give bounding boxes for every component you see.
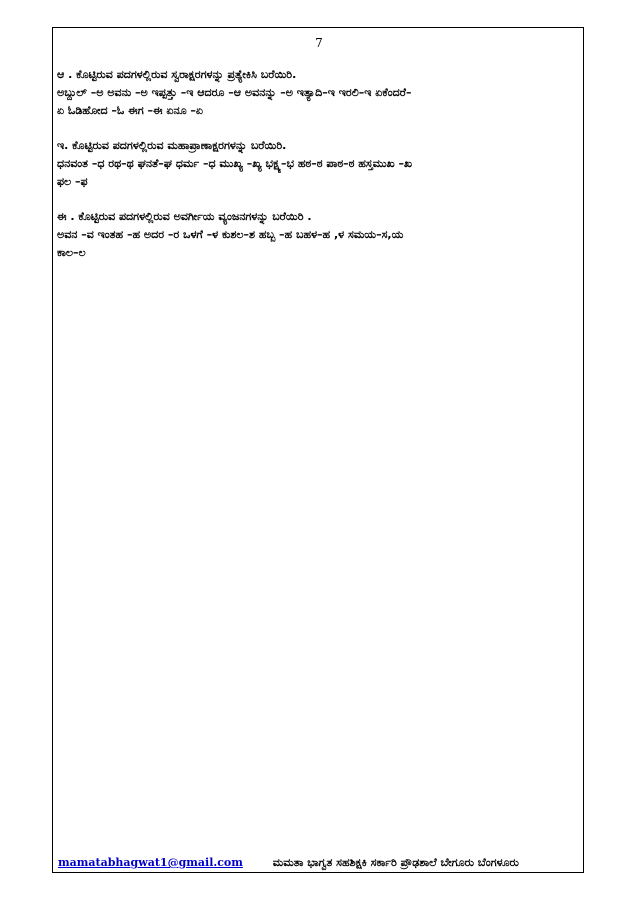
- footer-email-link[interactable]: mamatabhagwat1@gmail.com: [58, 856, 243, 869]
- section-answers: [57, 155, 581, 191]
- section-answers: [57, 84, 581, 120]
- section-aspirates: [57, 137, 581, 191]
- section-title: ಆ . ಕೊಟ್ಟಿರುವ ಪದಗಳಲ್ಲಿರುವ ಸ್ವರಾಕ್ಷರಗಳನ್ನು ಪ್ರತ್ಯೇಕಿಸಿ ಬರೆಯಿರಿ.: [57, 68, 297, 81]
- footer-author: ಮಮತಾ ಭಾಗ್ವತ ಸಹಶಿಕ್ಷಕಿ ಸರ್ಕಾರಿ ಪ್ರೌಢಶಾಲೆ ಬೇಗೂರು ಬೆಂಗಳೂರು: [272, 856, 519, 869]
- page-footer: [58, 854, 580, 871]
- answer-line: ಕಾಲ–ಲ: [57, 246, 86, 259]
- answer-line: ಫಲ –ಫ: [57, 175, 88, 188]
- worksheet-content: [57, 66, 581, 262]
- section-answers: [57, 226, 581, 262]
- section-vowels: [57, 66, 581, 120]
- section-title: ಇ. ಕೊಟ್ಟಿರುವ ಪದಗಳಲ್ಲಿರುವ ಮಹಾಪ್ರಾಣಾಕ್ಷರಗಳನ್ನು ಬರೆಯಿರಿ.: [57, 139, 287, 152]
- answer-line: ಧನವಂತ –ಧ ರಥ–ಥ ಘನತೆ–ಘ ಧರ್ಮ –ಧ ಮುಖ್ಯ –ಖ್ಯ ಭಕ್ಷ್ಯ–ಭ ಹಠ–ಠ ಪಾಠ–ಠ ಹಸ್ತಮುಖ –ಖ: [57, 157, 413, 170]
- page-number: 7: [315, 36, 323, 50]
- answer-line: ಅವನ –ವ ಇಂತಹ –ಹ ಅದರ –ರ ಒಳಗೆ –ಳ ಕುಶಲ–ಶ ಹಬ್ಬ –ಹ ಬಹಳ–ಹ ,ಳ ಸಮಯ–ಸ,ಯ: [57, 228, 404, 241]
- answer-line: ಏ ಓಡಿಹೋದ –ಓ ಈಗ –ಈ ಏನೂ –ಏ: [57, 104, 204, 117]
- answer-line: ಅಬ್ದುಲ್ –ಅ ಅವನು –ಅ ಇಪ್ಪತ್ತು –ಇ ಆದರೂ –ಆ ಅವನನ್ನು –ಅ ಇತ್ಯಾದಿ–ಇ ಇರಲಿ–ಇ ಏಕೆಂದರೆ–: [57, 86, 412, 99]
- section-title: ಈ . ಕೊಟ್ಟಿರುವ ಪದಗಳಲ್ಲಿರುವ ಅವರ್ಗೀಯ ವ್ಯಂಜನಗಳನ್ನು ಬರೆಯಿರಿ .: [57, 210, 312, 223]
- section-unclassified-consonants: [57, 208, 581, 262]
